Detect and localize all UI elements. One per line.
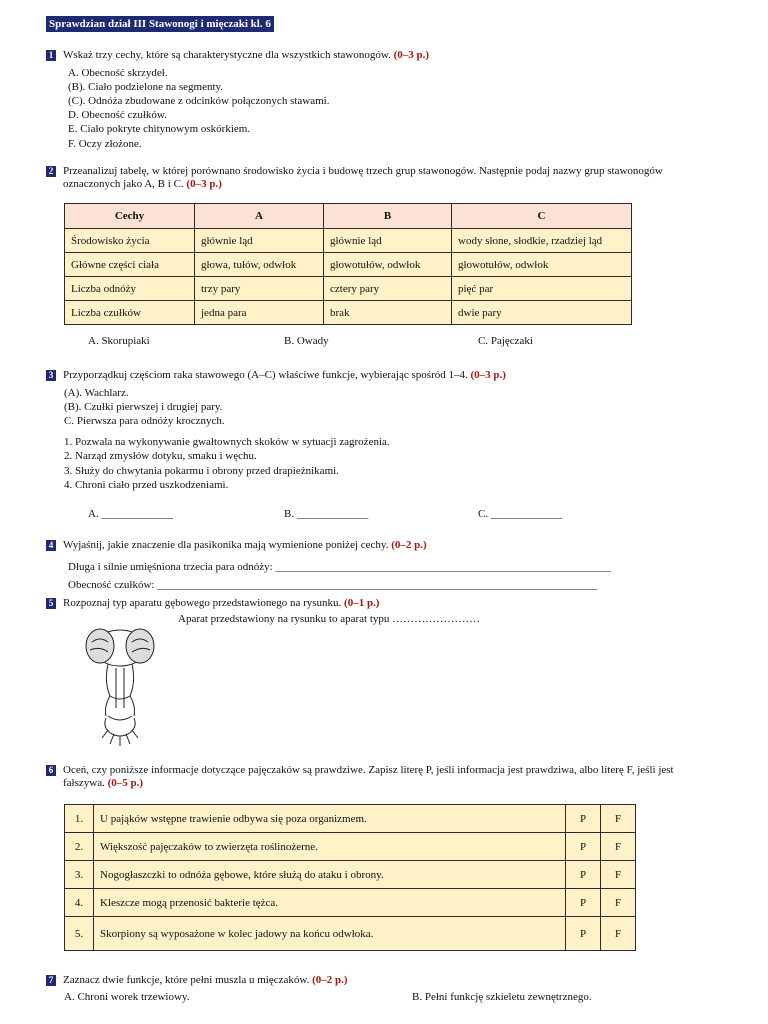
statement: Kleszcze mogą przenosić bakterie tężca. (94, 889, 566, 917)
table-header: C (452, 204, 632, 229)
question-4-text: Wyjaśnij, jakie znaczenie dla pasikonika mają wymienione poniżej cechy. (0–2 p.) (63, 539, 427, 551)
option: F. Oczy złożone. (68, 138, 142, 150)
question-number-3: 3 (46, 370, 56, 381)
points: (0–3 p.) (393, 49, 430, 61)
table-row (65, 861, 636, 889)
question-1-text: Wskaż trzy cechy, które są charakterystyczne dla wszystkich stawonogów. (0–3 p.) (63, 49, 430, 61)
table-cell: głowa, tułów, odwłok (195, 253, 324, 277)
table-row (65, 253, 632, 277)
part-c: C. Pierwsza para odnóży krocznych. (64, 415, 225, 427)
table-cell: cztery pary (324, 277, 452, 301)
option: E. Ciało pokryte chitynowym oskórkiem. (68, 123, 251, 135)
option: (C). Odnóża zbudowane z odcinków połączonych stawami. (68, 95, 330, 107)
true-false-table (64, 804, 636, 951)
statement: U pająków wstępne trawienie odbywa się poza organizmem. (94, 805, 566, 833)
points: (0–3 p.) (470, 369, 506, 381)
true-option[interactable]: P (566, 917, 601, 951)
statement: Skorpiony są wyposażone w kolec jadowy na końcu odwłoka. (94, 917, 566, 951)
true-option[interactable]: P (566, 889, 601, 917)
function-item: 1. Pozwala na wykonywanie gwałtownych skoków w sytuacji zagrożenia. (64, 436, 390, 448)
question-6-text: Oceń, czy poniższe informacje dotyczące pajęczaków są prawdziwe. Zapisz literę P, jeśli informacja jest prawdziwa, albo literę F, jeśli jest (63, 764, 674, 776)
table-cell: Środowisko życia (65, 229, 195, 253)
row-number: 4. (65, 889, 94, 917)
table-header: A (195, 204, 324, 229)
false-option[interactable]: F (601, 889, 636, 917)
true-option[interactable]: P (566, 833, 601, 861)
points: (0–2 p.) (391, 539, 427, 551)
table-row (65, 301, 632, 325)
table-cell: jedna para (195, 301, 324, 325)
function-item: 2. Narząd zmysłów dotyku, smaku i węchu. (64, 450, 257, 462)
points: (0–3 p.) (186, 178, 222, 190)
question-2-text-cont: oznaczonych jako A, B i C. (0–3 p.) (63, 178, 222, 190)
question-3-text: Przyporządkuj częściom raka stawowego (A–C) właściwe funkcje, wybierając spośród 1–4. (0–3 p.) (63, 369, 506, 381)
false-option[interactable]: F (601, 805, 636, 833)
question-5-text: Rozpoznaj typ aparatu gębowego przedstawionego na rysunku. (0–1 p.) (63, 597, 380, 609)
part-b: (B). Czułki pierwszej i drugiej pary. (64, 401, 223, 413)
table-header: B (324, 204, 452, 229)
part-a: (A). Wachlarz. (64, 387, 129, 399)
false-option[interactable]: F (601, 917, 636, 951)
page-title: Sprawdzian dział III Stawonogi i mięczaki kl. 6 (46, 16, 274, 32)
blank-a[interactable]: A. _____________ (88, 508, 173, 520)
answer-line[interactable]: Aparat przedstawiony na rysunku to aparat typu …………………… (178, 613, 481, 625)
table-cell: Liczba odnóży (65, 277, 195, 301)
option: D. Obecność czułków. (68, 109, 167, 121)
answer-c: C. Pajęczaki (478, 335, 533, 347)
option-a[interactable]: A. Chroni worek trzewiowy. (64, 991, 190, 1003)
function-item: 3. Służy do chwytania pokarmu i obrony przed drapieżnikami. (64, 465, 339, 477)
true-option[interactable]: P (566, 805, 601, 833)
question-number-6: 6 (46, 765, 56, 776)
question-7-text: Zaznacz dwie funkcje, które pełni muszla u mięczaków. (0–2 p.) (63, 974, 348, 986)
question-number-5: 5 (46, 598, 56, 609)
table-cell: Liczba czułków (65, 301, 195, 325)
table-row (65, 917, 636, 951)
row-number: 3. (65, 861, 94, 889)
table-row (65, 277, 632, 301)
answer-a: A. Skorupiaki (88, 335, 150, 347)
points: (0–5 p.) (107, 777, 144, 789)
table-cell: wody słone, słodkie, rzadziej ląd (452, 229, 632, 253)
answer-b: B. Owady (284, 335, 329, 347)
option: A. Obecność skrzydeł. (68, 67, 168, 79)
row-number: 2. (65, 833, 94, 861)
function-item: 4. Chroni ciało przed uszkodzeniami. (64, 479, 229, 491)
table-row (65, 805, 636, 833)
table-header: Cechy (65, 204, 195, 229)
points: (0–2 p.) (312, 974, 348, 986)
false-option[interactable]: F (601, 833, 636, 861)
question-number-2: 2 (46, 166, 56, 177)
table-cell: głównie ląd (324, 229, 452, 253)
table-cell: głównie ląd (195, 229, 324, 253)
points: (0–1 p.) (344, 597, 380, 609)
table-header-row (65, 204, 632, 229)
answer-line-1[interactable]: Długa i silnie umięśniona trzecia para odnóży: _____________________________________________________________ (68, 561, 611, 573)
question-number-7: 7 (46, 975, 56, 986)
table-row (65, 889, 636, 917)
table-row (65, 229, 632, 253)
statement: Nogogłaszczki to odnóża gębowe, które służą do ataku i obrony. (94, 861, 566, 889)
true-option[interactable]: P (566, 861, 601, 889)
statement: Większość pajęczaków to zwierzęta roślinożerne. (94, 833, 566, 861)
blank-b[interactable]: B. _____________ (284, 508, 369, 520)
table-cell: trzy pary (195, 277, 324, 301)
option-b[interactable]: B. Pełni funkcję szkieletu zewnętrznego. (412, 991, 592, 1003)
insect-mouthparts-illustration (78, 618, 162, 748)
question-2-text: Przeanalizuj tabelę, w której porównano środowisko życia i budowę trzech grup stawonogów. Następnie podaj nazwy grup stawonogów (63, 165, 663, 177)
row-number: 1. (65, 805, 94, 833)
false-option[interactable]: F (601, 861, 636, 889)
table-cell: Główne części ciała (65, 253, 195, 277)
table-cell: głowotułów, odwłok (324, 253, 452, 277)
comparison-table (64, 203, 632, 325)
option: (B). Ciało podzielone na segmenty. (68, 81, 224, 93)
table-row (65, 833, 636, 861)
table-cell: głowotułów, odwłok (452, 253, 632, 277)
table-cell: brak (324, 301, 452, 325)
question-number-1: 1 (46, 50, 56, 61)
blank-c[interactable]: C. _____________ (478, 508, 563, 520)
table-cell: dwie pary (452, 301, 632, 325)
answer-line-2[interactable]: Obecność czułków: ________________________________________________________________________________ (68, 579, 598, 591)
table-cell: pięć par (452, 277, 632, 301)
question-number-4: 4 (46, 540, 56, 551)
row-number: 5. (65, 917, 94, 951)
question-6-text-cont: fałszywa. (0–5 p.) (63, 777, 144, 789)
